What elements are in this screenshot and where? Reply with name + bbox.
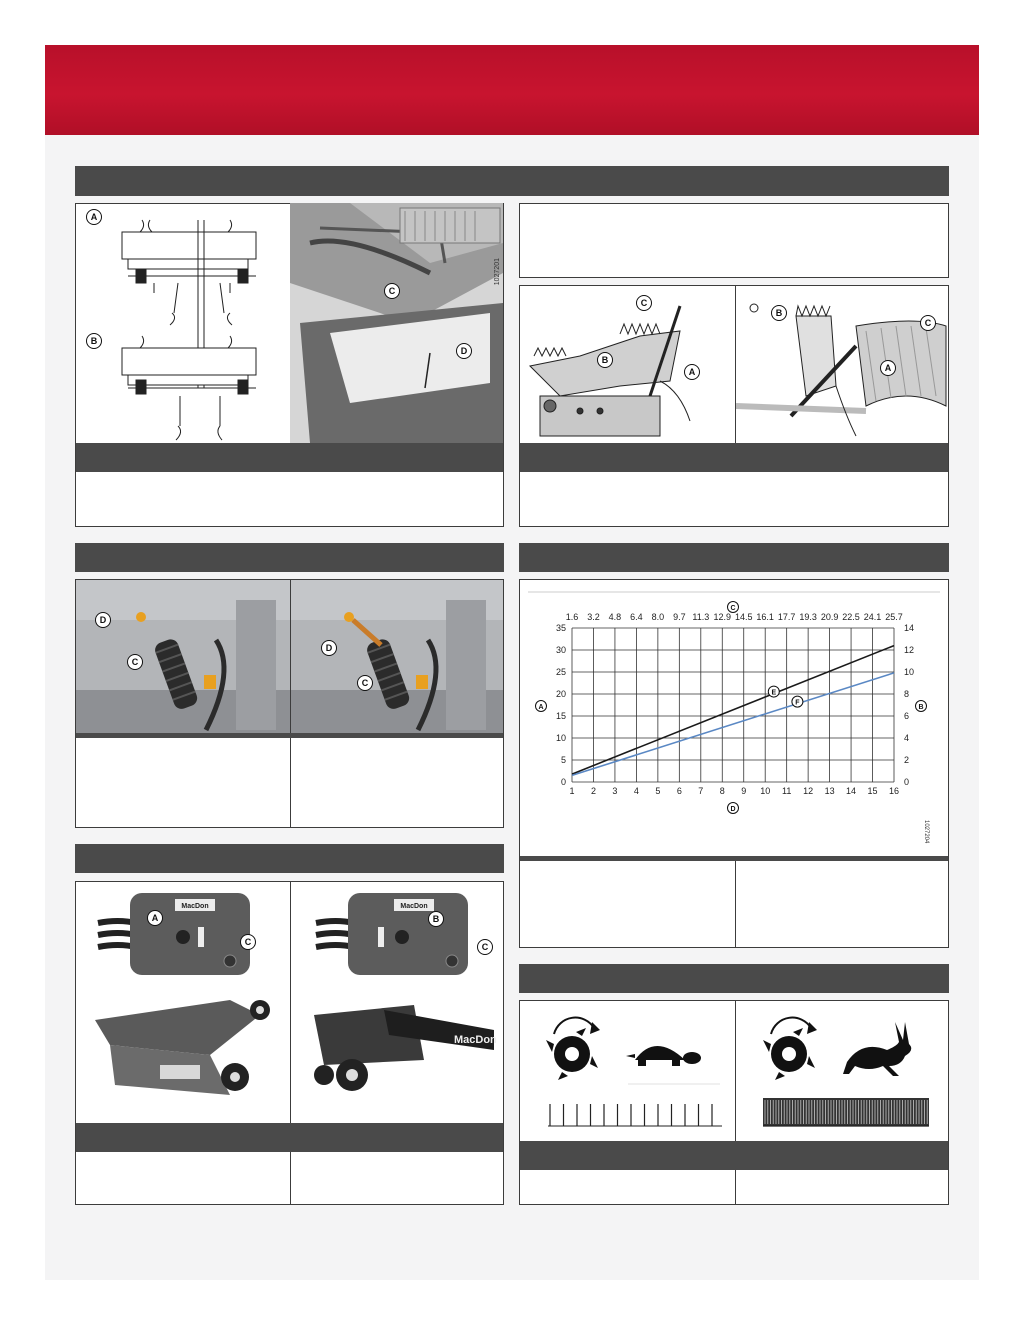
- callout-a-drawing: A: [86, 209, 102, 225]
- series-label-E: E: [771, 689, 777, 697]
- series-label-F: F: [795, 699, 800, 707]
- callout-c-spring-left: C: [127, 654, 143, 670]
- section-header-bar-5: [519, 964, 949, 993]
- x-bottom-tick-label: 9: [741, 786, 747, 796]
- x-top-tick-label: 11.3: [692, 612, 710, 622]
- divider: [735, 861, 736, 947]
- x-top-tick-label: 14.5: [734, 612, 753, 622]
- y-left-tick-label: 20: [555, 689, 566, 699]
- callout-d-render: D: [456, 343, 472, 359]
- section-header-bar-3: [75, 844, 504, 873]
- callout-d-spring-left: D: [95, 612, 111, 628]
- x-top-tick-label: 3.2: [587, 612, 600, 622]
- brand-label: MacDon: [454, 1034, 497, 1046]
- x-top-tick-label: 16.1: [756, 612, 774, 622]
- y-right-tick-label: 14: [904, 623, 915, 633]
- divider: [290, 882, 291, 1204]
- callout-a-right: A: [880, 360, 896, 376]
- callout-d-spring-right: D: [321, 640, 337, 656]
- caption-bar-1: [76, 443, 503, 472]
- rabbit-icon: [843, 1022, 911, 1076]
- spring-photo-right: [291, 580, 503, 733]
- x-top-tick-label: 8.0: [651, 612, 665, 622]
- text-box-1: [519, 203, 949, 278]
- header-banner: [45, 45, 979, 135]
- x-bottom-tick-label: 7: [698, 786, 704, 796]
- x-bottom-tick-label: 14: [846, 786, 857, 796]
- series-line-E: [572, 646, 894, 774]
- chart-figure-code: 1027204: [923, 820, 929, 844]
- y-left-tick-label: 35: [555, 623, 566, 633]
- turtle-icon: [626, 1046, 701, 1066]
- divider: [735, 1001, 736, 1204]
- rotation-icon: [763, 1018, 817, 1080]
- x-bottom-tick-label: 16: [888, 786, 900, 796]
- callout-b-right: B: [771, 305, 787, 321]
- x-top-tick-label: 22.5: [842, 612, 860, 622]
- y-right-tick-label: 8: [904, 689, 910, 699]
- brand-label: MacDon: [400, 903, 428, 910]
- figure-code: 1027201: [494, 258, 501, 286]
- cut-pattern-sparse: [550, 1104, 712, 1126]
- y-left-tick-label: 10: [555, 733, 566, 743]
- y-right-tick-label: 4: [904, 733, 910, 743]
- brand-label: MacDon: [181, 903, 209, 910]
- callout-a-left: A: [684, 364, 700, 380]
- y-left-tick-label: 0: [560, 777, 566, 787]
- y-left-tick-label: 5: [560, 755, 566, 765]
- fast-speed-illustration: [757, 1012, 937, 1137]
- line-drawing-shaft-coupling: [80, 208, 285, 443]
- slow-speed-illustration: [540, 1012, 730, 1137]
- callout-c-right: C: [920, 315, 936, 331]
- x-top-tick-label: 24.1: [863, 612, 882, 622]
- x-bottom-tick-label: 3: [612, 786, 618, 796]
- x-top-tick-label: 6.4: [630, 612, 643, 622]
- x-top-tick-label: 4.8: [608, 612, 622, 622]
- y-right-tick-label: 10: [904, 667, 915, 677]
- section-header-bar-4: [519, 543, 949, 572]
- x-top-tick-label: 17.7: [777, 612, 796, 622]
- caption-bar-6: [520, 1141, 948, 1170]
- y-right-tick-label: 12: [904, 645, 915, 655]
- x-bottom-tick-label: 6: [676, 786, 682, 796]
- callout-c-render: C: [384, 283, 400, 299]
- x-bottom-tick-label: 4: [633, 786, 639, 796]
- control-box-and-machine-right: [294, 885, 502, 1120]
- callout-a-control: A: [147, 910, 163, 926]
- x-bottom-tick-label: 11: [781, 786, 792, 796]
- x-bottom-tick-label: 12: [803, 786, 814, 796]
- caption-bar-4: [76, 1123, 503, 1152]
- y-left-tick-label: 15: [555, 711, 566, 721]
- x-bottom-tick-label: 10: [760, 786, 771, 796]
- callout-b-control: B: [428, 911, 444, 927]
- caption-bar-5: [520, 856, 948, 861]
- x-bottom-tick-label: 1: [569, 786, 575, 796]
- callout-c-control-left: C: [240, 934, 256, 950]
- x-top-tick-label: 9.7: [673, 612, 686, 622]
- callout-b-drawing: B: [86, 333, 102, 349]
- caption-bar-3: [76, 733, 503, 738]
- x-bottom-tick-label: 13: [824, 786, 835, 796]
- x-top-tick-label: 25.7: [885, 612, 903, 622]
- speed-chart: [520, 580, 948, 856]
- y-right-tick-label: 6: [904, 711, 910, 721]
- section-header-bar-1: [75, 166, 949, 196]
- x-top-tick-label: 20.9: [820, 612, 839, 622]
- callout-b-left: B: [597, 352, 613, 368]
- y-left-axis-label: A: [538, 704, 544, 711]
- chart-series: [572, 646, 894, 776]
- rotation-icon: [546, 1018, 600, 1080]
- spring-photo-left: [76, 580, 290, 733]
- y-left-tick-label: 25: [555, 667, 566, 677]
- x-bottom-tick-label: 8: [719, 786, 725, 796]
- x-top-tick-label: 19.3: [799, 612, 817, 622]
- x-top-axis-label: C: [730, 605, 736, 612]
- x-top-tick-label: 12.9: [713, 612, 732, 622]
- chart-grid: [572, 628, 894, 782]
- x-bottom-tick-label: 15: [867, 786, 878, 796]
- x-bottom-tick-label: 2: [590, 786, 596, 796]
- control-box-and-machine-left: [80, 885, 288, 1120]
- adjuster-drawing-left: [520, 286, 734, 443]
- x-bottom-axis-label: D: [730, 806, 736, 813]
- section-header-bar-2: [75, 543, 504, 572]
- adjuster-drawing-right: [736, 286, 948, 443]
- x-bottom-tick-label: 5: [655, 786, 661, 796]
- deck-render-image: [290, 203, 503, 443]
- y-left-tick-label: 30: [555, 645, 566, 655]
- callout-c-spring-right: C: [357, 675, 373, 691]
- y-right-tick-label: 2: [904, 755, 910, 765]
- callout-c-control-right: C: [477, 939, 493, 955]
- y-right-axis-label: B: [918, 704, 924, 711]
- callout-c-left: C: [636, 295, 652, 311]
- x-top-tick-label: 1.6: [565, 612, 579, 622]
- y-right-tick-label: 0: [904, 777, 910, 787]
- caption-bar-2: [520, 443, 948, 472]
